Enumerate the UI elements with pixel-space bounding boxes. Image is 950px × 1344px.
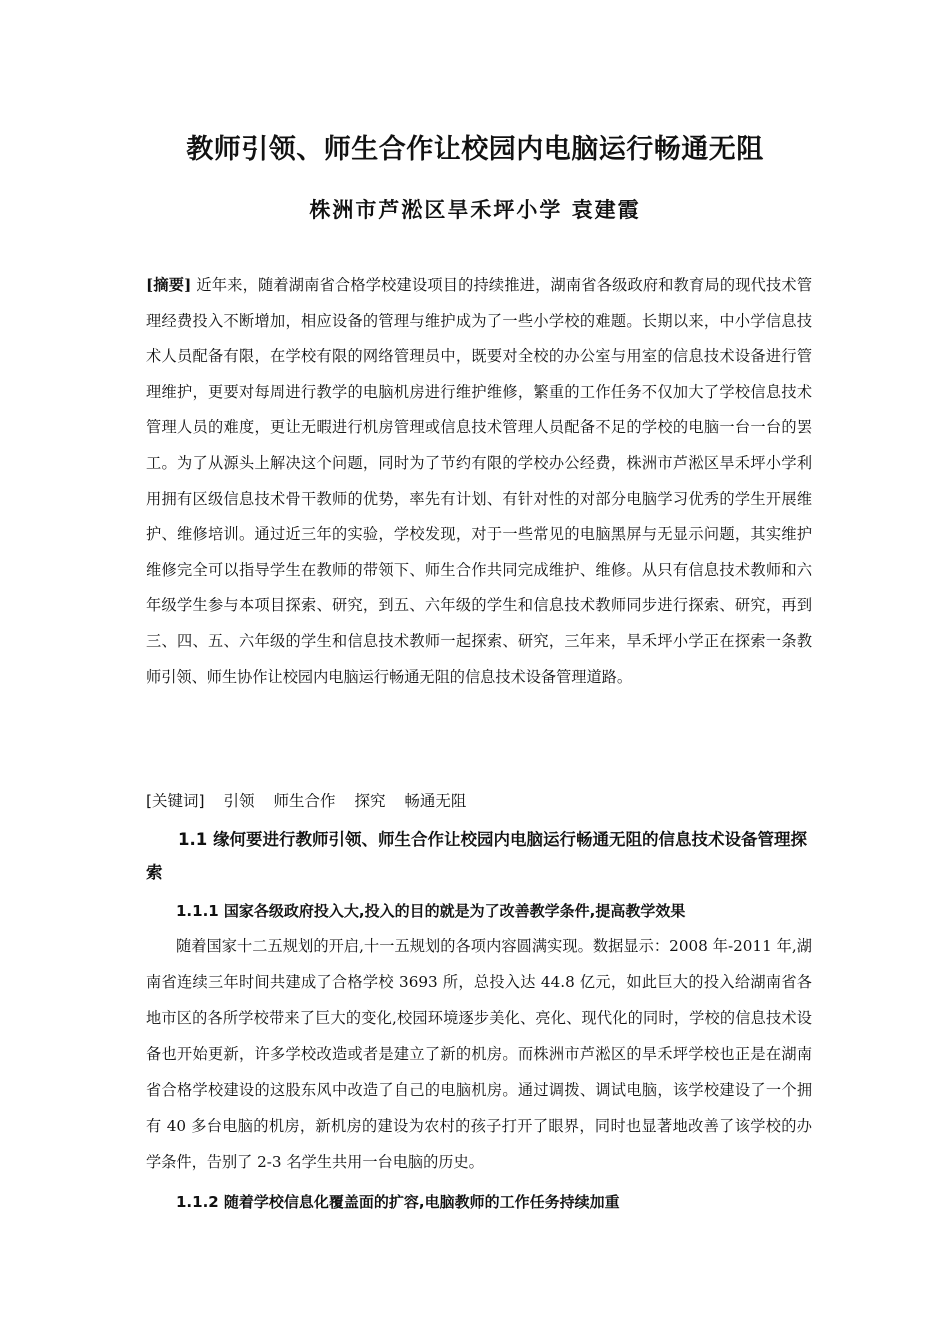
keyword: 师生合作 [273,792,336,810]
keyword: 探究 [354,792,386,810]
document-title: 教师引领、师生合作让校园内电脑运行畅通无阻 [186,134,764,165]
author-line: 株洲市芦淞区旱禾坪小学 袁建霞 [309,197,641,222]
abstract [146,268,812,695]
keywords-label: [关键词] [146,792,205,810]
keywords [146,786,812,816]
section-heading-1-1: 1.1 缘何要进行教师引领、师生合作让校园内电脑运行畅通无阻的信息技术设备管理探索 [146,830,807,882]
section-heading-1-1-1: 1.1.1 国家各级政府投入大,投入的目的就是为了改善教学条件,提高教学效果 [176,902,686,920]
section-heading-1-1-2: 1.1.2 随着学校信息化覆盖面的扩容,电脑教师的工作任务持续加重 [176,1193,620,1211]
abstract-text: 近年来，随着湖南省合格学校建设项目的持续推进，湖南省各级政府和教育局的现代技术管理经费投入不断增加，相应设备的管理与维护成为了一些小学校的难题。长期以来，中小学信息技术人员配备有限，在学校有限的网络管理员中，既要对全校的办公室与用室的信息技术设备进行管理维护，更要对每周进行教学的电脑机房进行维护维修，繁重的工作任务不仅加大了学校信息技术管理人员的难度，更让无暇进行机房管理或信息技术管理人员配备不足的学校的电脑一台一台的罢工。为了从源头上解决这个问题，同时为了节约有限的学校办公经费，株洲市芦淞区旱禾坪小学利用拥有区级信息技术骨干教师的优势，率先有计划、有针对性的对部分电脑学习优秀的学生开展维护、维修培训。通过近三年的实验，学校发现，对于一些常见的电脑黑屏与无显示问题，其实维护维修完全可以指导学生在教师的带领下、师生合作共同完成维护、维修。从只有信息技术教师和六年级学生参与本项目探索、研究，到五、六年级的学生和信息技术教师同步进行探索、研究，再到三、四、五、六年级的学生和信息技术教师一起探索、研究，三年来，旱禾坪小学正在探索一条教师引领、师生协作让校园内电脑运行畅通无阻的信息技术设备管理道路。 [146,276,813,686]
abstract-label: [摘要] [146,276,192,294]
body-paragraph: 随着国家十二五规划的开启,十一五规划的各项内容圆满实现。数据显示：2008 年-2011 年,湖南省连续三年时间共建成了合格学校 3693 所，总投入达 44.8 亿元，如此巨大的投入给湖南省各地市区的各所学校带来了巨大的变化,校园环境逐步美化、亮化、现代化的同时，学校的信息技术设备也开始更新，许多学校改造或者是建立了新的机房。而株洲市芦淞区的旱禾坪学校也正是在湖南省合格学校建设的这股东风中改造了自己的电脑机房。通过调拨、调试电脑，该学校建设了一个拥有 40 多台电脑的机房，新机房的建设为农村的孩子打开了眼界，同时也显著地改善了该学校的办学条件，告别了 2-3 名学生共用一台电脑的历史。 [146,937,812,1171]
keyword: 畅通无阻 [404,792,467,810]
keyword: 引领 [223,792,255,810]
